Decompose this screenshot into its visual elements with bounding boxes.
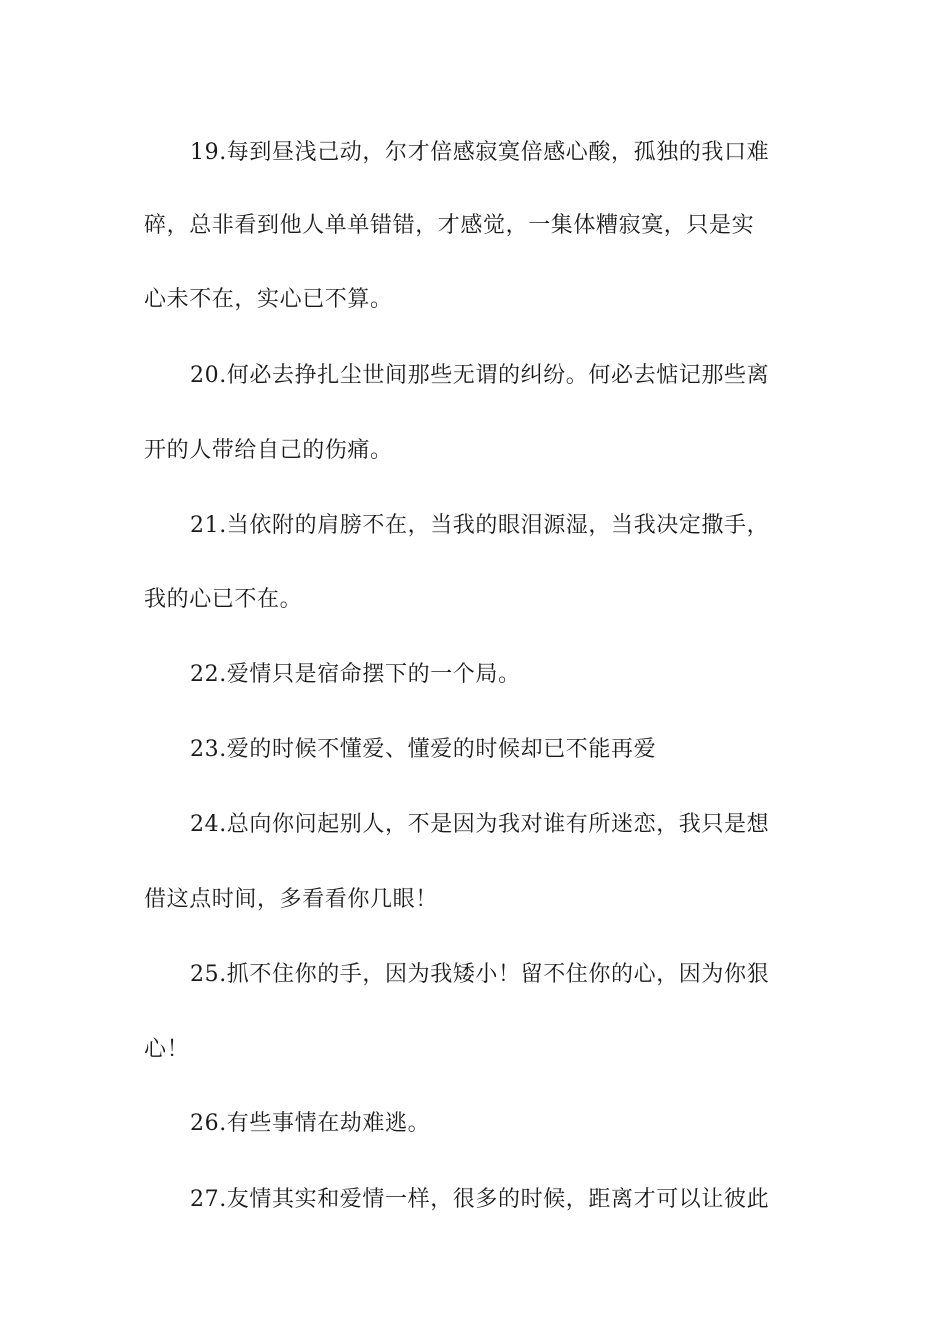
paragraph-24-line-2: 借这点时间，多看看你几眼！ bbox=[144, 887, 438, 912]
paragraph-21-line-2: 我的心已不在。 bbox=[144, 587, 303, 612]
paragraph-27-line-1: 27.友情其实和爱情一样，很多的时候，距离才可以让彼此 bbox=[190, 1187, 770, 1212]
paragraph-22: 22.爱情只是宿命摆下的一个局。 bbox=[190, 662, 521, 687]
paragraph-25-line-2: 心！ bbox=[144, 1037, 190, 1062]
paragraph-19-line-1: 19.每到昼浅己动，尔才倍感寂寞倍感心酸，孤独的我口难 bbox=[190, 140, 770, 165]
paragraph-21-line-1: 21.当依附的肩膀不在，当我的眼泪源湿，当我决定撒手， bbox=[190, 513, 770, 538]
paragraph-19-line-2: 碎，总非看到他人单单错错，才感觉，一集体糟寂寞，只是实 bbox=[144, 213, 755, 238]
paragraph-24-line-1: 24.总向你问起别人，不是因为我对谁有所迷恋，我只是想 bbox=[190, 812, 770, 837]
paragraph-23: 23.爱的时候不懂爱、懂爱的时候却已不能再爱 bbox=[190, 737, 657, 762]
paragraph-20-line-1: 20.何必去挣扎尘世间那些无谓的纠纷。何必去惦记那些离 bbox=[190, 363, 770, 388]
paragraph-25-line-1: 25.抓不住你的手，因为我矮小！留不住你的心，因为你狠 bbox=[190, 962, 770, 987]
paragraph-26: 26.有些事情在劫难逃。 bbox=[190, 1111, 431, 1136]
paragraph-19-line-3: 心未不在，实心已不算。 bbox=[144, 287, 393, 312]
paragraph-20-line-2: 开的人带给自己的伤痛。 bbox=[144, 438, 393, 463]
